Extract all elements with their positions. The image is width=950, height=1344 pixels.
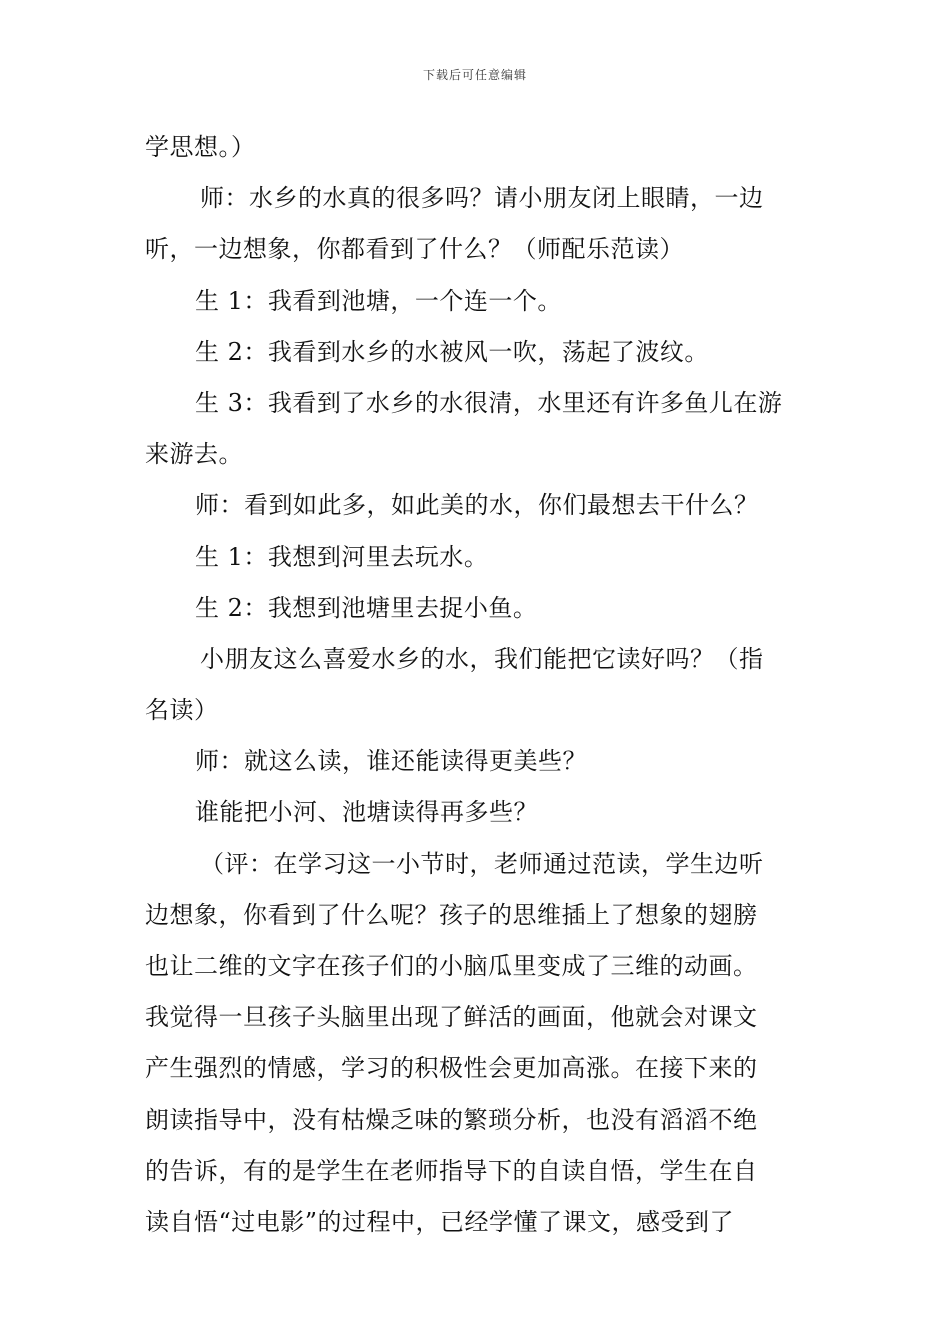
text-line: 生 1：我想到河里去玩水。 xyxy=(195,542,489,571)
text-line: 我觉得一旦孩子头脑里出现了鲜活的画面，他就会对课文 xyxy=(145,1003,758,1032)
document-body xyxy=(145,122,810,1248)
text-line: 生 1：我看到池塘，一个连一个。 xyxy=(195,286,562,315)
page-header: 下载后可任意编辑 xyxy=(422,68,527,82)
text-line: 师：就这么读，谁还能读得更美些？ xyxy=(195,747,587,776)
text-line: 听，一边想象，你都看到了什么？（师配乐范读） xyxy=(145,235,684,264)
text-line: 生 2：我想到池塘里去捉小鱼。 xyxy=(195,593,538,622)
text-line: 边想象，你看到了什么呢？孩子的思维插上了想象的翅膀 xyxy=(145,900,758,929)
text-line: （评：在学习这一小节时，老师通过范读，学生边听 xyxy=(200,849,764,878)
text-line: 朗读指导中，没有枯燥乏味的繁琐分析，也没有滔滔不绝 xyxy=(145,1105,758,1134)
text-line: 也让二维的文字在孩子们的小脑瓜里变成了三维的动画。 xyxy=(145,952,758,980)
text-line: 师：水乡的水真的很多吗？请小朋友闭上眼睛，一边 xyxy=(200,184,764,213)
text-line: 师：看到如此多，如此美的水，你们最想去干什么？ xyxy=(195,491,759,520)
text-line: 读自悟“过电影”的过程中，已经学懂了课文，感受到了 xyxy=(145,1207,735,1236)
text-line: 生 3：我看到了水乡的水很清，水里还有许多鱼儿在游 xyxy=(195,388,783,417)
text-line: 谁能把小河、池塘读得再多些？ xyxy=(195,798,538,827)
text-line: 来游去。 xyxy=(145,440,243,469)
text-line: 学思想。） xyxy=(145,133,256,161)
text-line: 小朋友这么喜爱水乡的水，我们能把它读好吗？（指 xyxy=(200,644,764,673)
text-line: 的告诉，有的是学生在老师指导下的自读自悟，学生在自 xyxy=(145,1156,758,1185)
text-line: 生 2：我看到水乡的水被风一吹，荡起了波纹。 xyxy=(195,337,709,366)
text-line: 名读） xyxy=(145,696,219,725)
text-line: 产生强烈的情感，学习的积极性会更加高涨。在接下来的 xyxy=(145,1054,758,1083)
